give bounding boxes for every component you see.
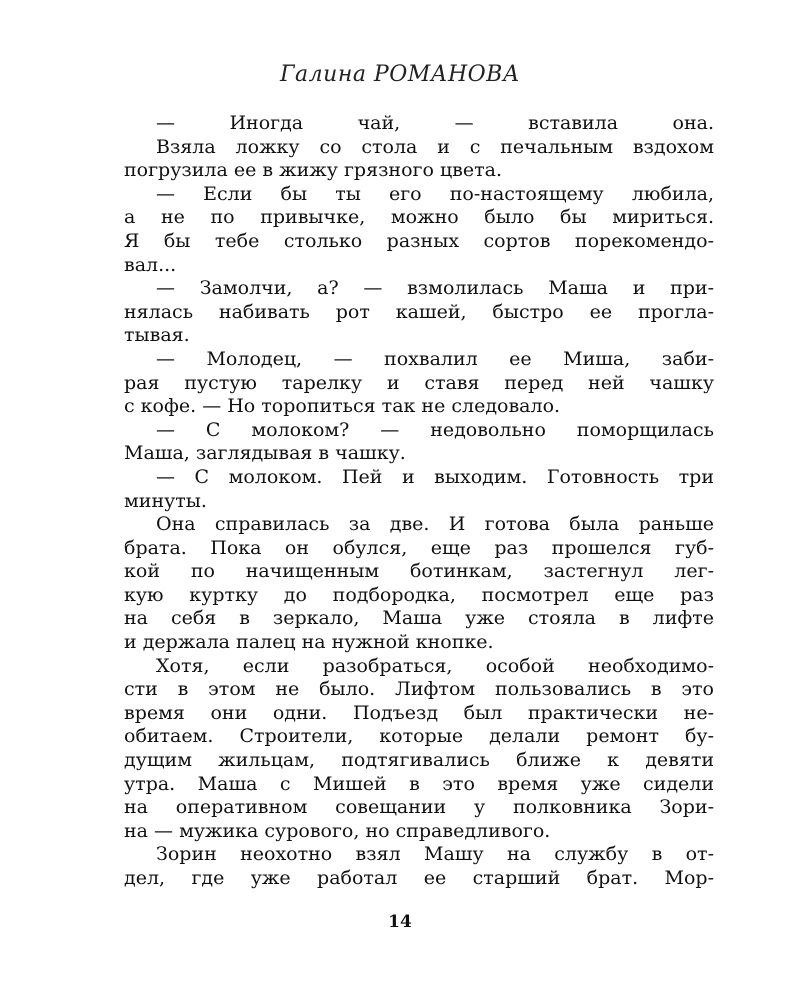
text-line: нялась набивать рот кашей, быстро ее прогла- [124, 300, 714, 323]
text-line: обитаем. Строители, которые делали ремонт бу- [124, 725, 714, 748]
text-line: погрузила ее в жижу грязного цвета. [124, 159, 503, 182]
text-line: — Если бы ты его по-настоящему любила, [156, 182, 714, 205]
text-line: дущим жильцам, подтягивались ближе к девяти [124, 749, 714, 772]
text-line: — Замолчи, а? — взмолилась Маша и при- [156, 277, 714, 300]
text-line: утра. Маша с Мишей в это время уже сидели [124, 772, 714, 795]
text-line: — С молоком. Пей и выходим. Готовность три [156, 465, 714, 488]
text-line: брата. Пока он обулся, еще раз прошелся губ- [124, 536, 714, 559]
text-line: — Иногда чай, — вставила она. [156, 112, 714, 134]
text-line: Я бы тебе столько разных сортов порекомендо- [124, 229, 714, 252]
text-line: — Молодец, — похвалил ее Миша, заби- [156, 347, 714, 370]
text-line: кую куртку до подбородка, посмотрел еще раз [124, 583, 714, 606]
text-line: на оперативном совещании у полковника Зори- [124, 796, 714, 819]
text-line: Хотя, если разобраться, особой необходимо- [156, 654, 714, 677]
text-line: на себя в зеркало, Маша уже стояла в лифте [124, 607, 714, 630]
text-line: — С молоком? — недовольно поморщилась [156, 418, 714, 441]
text-line: и держала палец на нужной кнопке. [124, 631, 494, 654]
text-line: сти в этом не было. Лифтом пользовались в это [124, 678, 714, 701]
text-line: рая пустую тарелку и ставя перед ней чашку [124, 371, 714, 394]
text-line: минуты. [124, 489, 207, 512]
text-line: с кофе. — Но торопиться так не следовало. [124, 395, 561, 418]
text-line: Зорин неохотно взял Машу на службу в от- [156, 843, 714, 866]
text-line: Взяла ложку со стола и с печальным вздохом [156, 135, 714, 158]
page-number: 14 [388, 912, 412, 932]
running-head: Галина РОМАНОВА [279, 62, 521, 87]
body-text [124, 112, 714, 891]
text-line: время они одни. Подъезд был практически не- [124, 701, 714, 724]
text-line: тывая. [124, 324, 190, 347]
text-line: кой по начищенным ботинкам, застегнул лег- [124, 560, 714, 583]
text-line: дел, где уже работал ее старший брат. Мор- [124, 867, 714, 889]
text-line: вал... [124, 253, 177, 276]
text-line: Маша, заглядывая в чашку. [124, 442, 406, 465]
text-line: Она справилась за две. И готова была раньше [156, 513, 714, 536]
text-line: а не по привычке, можно было бы мириться. [124, 206, 714, 229]
text-line: на — мужика сурового, но справедливого. [124, 819, 551, 842]
